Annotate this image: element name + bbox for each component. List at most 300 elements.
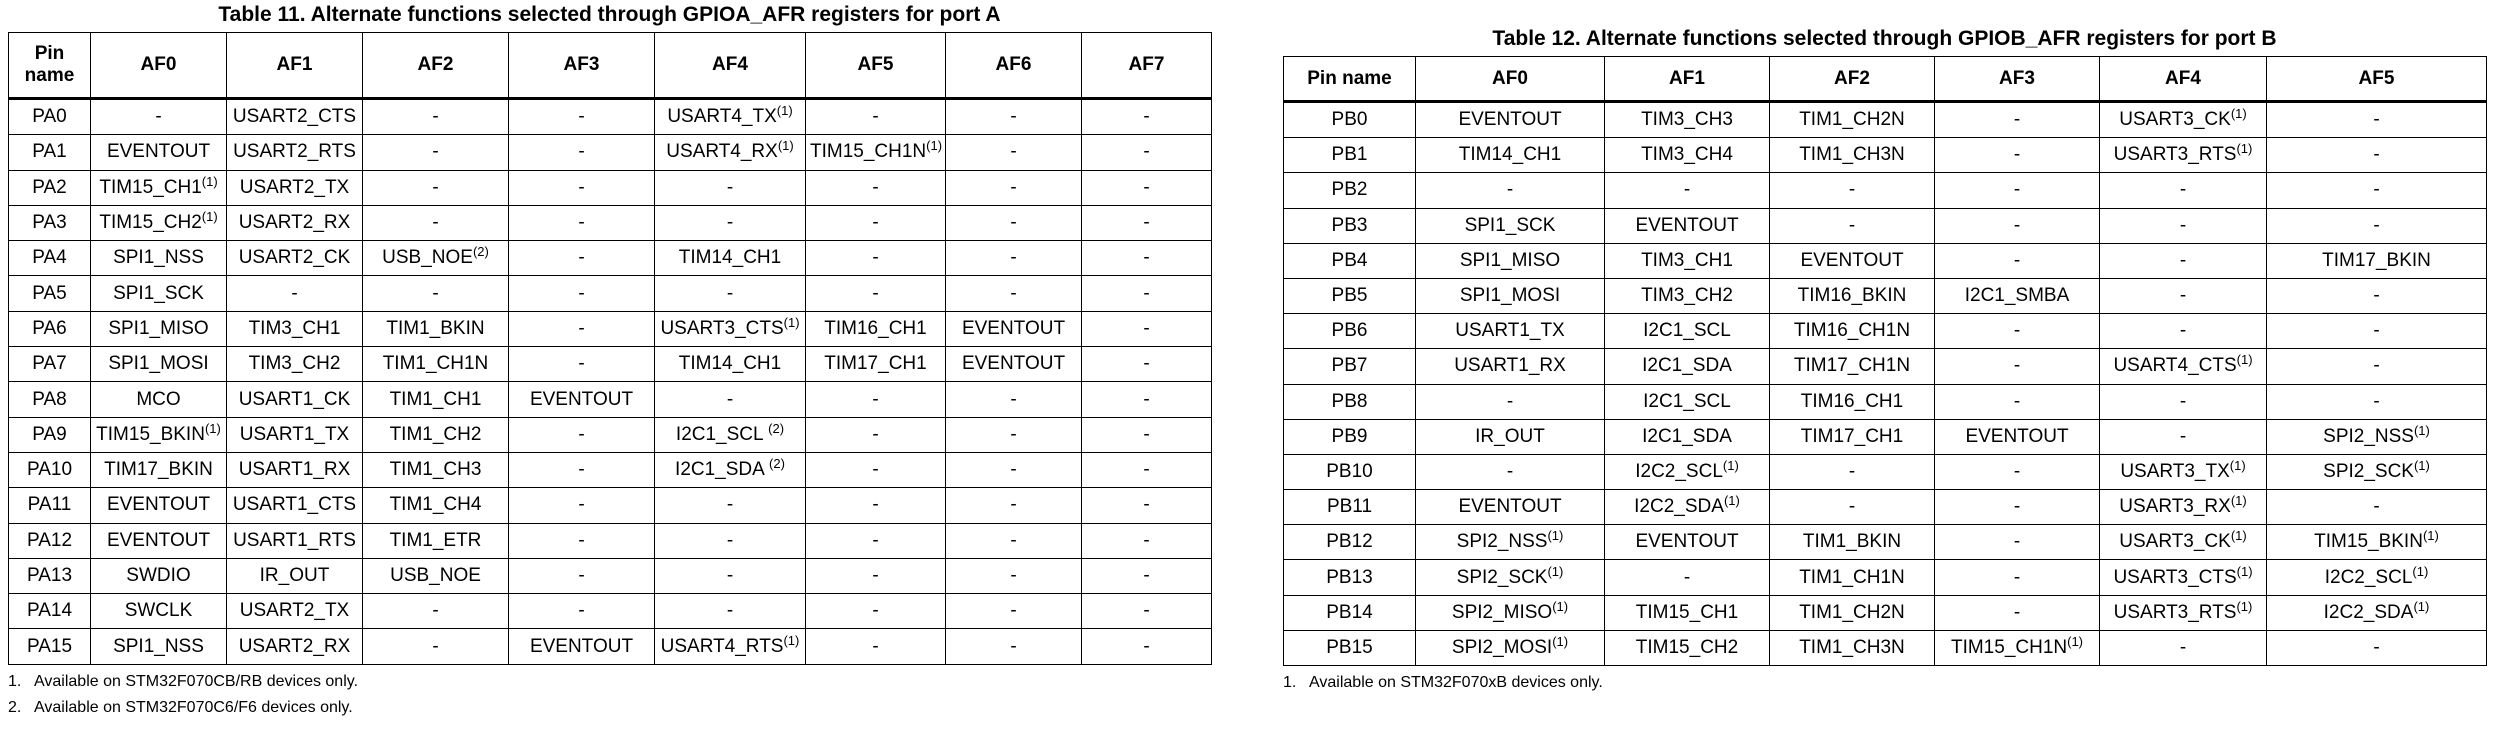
alternate-function-cell bbox=[946, 276, 1082, 311]
function-name: - bbox=[578, 353, 585, 375]
alternate-function-cell bbox=[363, 99, 509, 135]
alternate-function-cell bbox=[91, 135, 227, 170]
table-row bbox=[9, 629, 1212, 664]
alternate-function-cell bbox=[1935, 560, 2100, 595]
alternate-function-cell bbox=[91, 99, 227, 135]
alternate-function-cell bbox=[227, 347, 363, 382]
alternate-function-cell bbox=[1605, 314, 1770, 349]
alternate-function-cell bbox=[946, 205, 1082, 240]
alternate-function-cell bbox=[946, 488, 1082, 523]
function-name: - bbox=[2013, 531, 2021, 553]
alternate-function-cell bbox=[2100, 454, 2267, 489]
function-name: EVENTOUT bbox=[961, 317, 1066, 339]
alternate-function-cell bbox=[227, 523, 363, 558]
alternate-function-cell bbox=[1082, 629, 1212, 664]
table-row bbox=[9, 594, 1212, 629]
function-name: EVENTOUT bbox=[529, 635, 634, 657]
table-row bbox=[9, 523, 1212, 558]
function-name: - bbox=[1143, 494, 1150, 516]
footnote-ref: (1) bbox=[2413, 422, 2430, 438]
function-name: - bbox=[432, 635, 439, 657]
footnote-ref: (1) bbox=[783, 314, 800, 330]
table-row bbox=[1284, 384, 2487, 419]
footnote-ref: (1) bbox=[201, 173, 218, 189]
footnote-ref: (1) bbox=[777, 138, 794, 154]
function-name: EVENTOUT bbox=[1458, 496, 1562, 518]
pin-name-cell: PA15 bbox=[9, 629, 91, 664]
alternate-function-cell bbox=[2267, 560, 2487, 595]
table-row bbox=[9, 417, 1212, 452]
function-name: - bbox=[1683, 566, 1691, 588]
function-name: SPI1_MOSI bbox=[1459, 285, 1561, 307]
alternate-function-cell bbox=[1416, 138, 1605, 173]
function-name: - bbox=[726, 388, 734, 410]
function-name: I2C1_SCL bbox=[1643, 320, 1731, 342]
pin-name-cell: PA0 bbox=[9, 99, 91, 135]
pin-name-cell: PA7 bbox=[9, 347, 91, 382]
alternate-function-cell bbox=[2267, 384, 2487, 419]
function-name: - bbox=[578, 565, 585, 586]
function-name: - bbox=[2179, 285, 2187, 307]
footnote-ref: (1) bbox=[2236, 598, 2253, 614]
function-name: - bbox=[2373, 109, 2380, 131]
alternate-function-cell bbox=[946, 311, 1082, 346]
function-name: SWCLK bbox=[124, 600, 193, 622]
table-row bbox=[1284, 173, 2487, 208]
footnote-text: Available on STM32F070xB devices only. bbox=[1309, 674, 1603, 691]
alternate-function-cell bbox=[227, 488, 363, 523]
alternate-function-cell bbox=[2100, 243, 2267, 278]
function-name: - bbox=[578, 317, 585, 339]
function-name: - bbox=[2013, 390, 2021, 412]
function-name: TIM1_CH4 bbox=[389, 494, 482, 516]
alternate-function-cell bbox=[1935, 419, 2100, 454]
function-name: - bbox=[432, 141, 439, 163]
alternate-function-cell bbox=[363, 241, 509, 276]
alternate-function-cell bbox=[1605, 595, 1770, 630]
af-column-header: AF7 bbox=[1082, 33, 1212, 99]
function-name: - bbox=[578, 282, 585, 304]
alternate-function-cell bbox=[1935, 278, 2100, 313]
alternate-function-cell bbox=[1770, 490, 1935, 525]
alternate-function-cell bbox=[1935, 454, 2100, 489]
function-name: - bbox=[2373, 390, 2380, 412]
footnote-ref: (2) bbox=[472, 244, 489, 260]
footnote bbox=[1283, 670, 2486, 696]
function-name: - bbox=[2179, 249, 2187, 271]
function-name: - bbox=[726, 282, 734, 304]
function-name: TIM17_CH1 bbox=[1800, 425, 1904, 447]
function-name: - bbox=[872, 247, 879, 269]
alternate-function-cell bbox=[946, 347, 1082, 382]
alternate-function-cell bbox=[806, 205, 946, 240]
table-row bbox=[9, 311, 1212, 346]
alternate-function-cell bbox=[363, 629, 509, 664]
function-name: - bbox=[1143, 247, 1150, 269]
alternate-function-cell bbox=[2100, 595, 2267, 630]
function-name: - bbox=[1143, 106, 1150, 128]
footnote-text: Available on STM32F070CB/RB devices only. bbox=[34, 672, 359, 690]
alternate-function-cell bbox=[1416, 102, 1605, 138]
function-name: - bbox=[1143, 282, 1150, 304]
function-name: USART2_TX bbox=[239, 600, 350, 622]
function-name: - bbox=[1143, 635, 1150, 657]
alternate-function-cell bbox=[91, 452, 227, 487]
pin-name-cell: PA11 bbox=[9, 488, 91, 523]
alternate-function-cell bbox=[363, 311, 509, 346]
pin-name-cell: PA8 bbox=[9, 382, 91, 417]
alternate-function-cell bbox=[806, 452, 946, 487]
footnote-ref: (1) bbox=[1547, 528, 1564, 544]
alternate-function-cell bbox=[655, 99, 806, 135]
footnote-ref: (1) bbox=[783, 632, 800, 648]
function-name: USART3_CTS bbox=[660, 317, 784, 339]
alternate-function-cell bbox=[1082, 558, 1212, 593]
function-name: - bbox=[1848, 496, 1856, 518]
function-name: TIM1_CH1N bbox=[382, 353, 489, 375]
function-name: USART2_TX bbox=[239, 176, 350, 198]
alternate-function-cell bbox=[227, 382, 363, 417]
table-11-header-row bbox=[9, 33, 1212, 99]
alternate-function-cell bbox=[1082, 347, 1212, 382]
alternate-function-cell bbox=[806, 276, 946, 311]
alternate-function-cell bbox=[227, 276, 363, 311]
alternate-function-cell bbox=[655, 629, 806, 664]
alternate-function-cell bbox=[946, 241, 1082, 276]
function-name: - bbox=[578, 212, 585, 234]
pin-name-header: Pin name bbox=[1284, 57, 1416, 102]
pin-name-cell: PA4 bbox=[9, 241, 91, 276]
alternate-function-cell bbox=[1416, 560, 1605, 595]
function-name: - bbox=[872, 282, 879, 304]
function-name: SPI1_NSS bbox=[113, 635, 204, 657]
table-row bbox=[9, 382, 1212, 417]
function-name: TIM1_BKIN bbox=[1802, 531, 1902, 553]
alternate-function-cell bbox=[806, 594, 946, 629]
function-name: TIM16_BKIN bbox=[1797, 285, 1907, 307]
af-column-header: AF6 bbox=[946, 33, 1082, 99]
function-name: - bbox=[726, 529, 734, 551]
alternate-function-cell bbox=[946, 452, 1082, 487]
alternate-function-cell bbox=[2100, 560, 2267, 595]
function-name: SPI1_MOSI bbox=[108, 353, 209, 375]
function-name: TIM1_CH3N bbox=[1799, 636, 1905, 658]
function-name: TIM15_CH1N bbox=[1950, 636, 2068, 658]
function-name: TIM3_CH2 bbox=[1641, 285, 1733, 307]
function-name: - bbox=[1010, 106, 1017, 128]
alternate-function-cell bbox=[1935, 630, 2100, 665]
alternate-function-cell bbox=[363, 205, 509, 240]
pin-name-cell: PA14 bbox=[9, 594, 91, 629]
footnote-number: 1. bbox=[1283, 674, 1297, 691]
alternate-function-cell bbox=[946, 594, 1082, 629]
alternate-function-cell bbox=[2267, 349, 2487, 384]
footnote-ref: (1) bbox=[1723, 493, 1740, 509]
alternate-function-cell bbox=[227, 558, 363, 593]
function-name: - bbox=[872, 635, 879, 657]
table-row bbox=[1284, 102, 2487, 138]
alternate-function-cell bbox=[1416, 630, 1605, 665]
table-11 bbox=[8, 32, 1212, 665]
function-name: - bbox=[872, 565, 879, 586]
footnote-ref: (1) bbox=[2236, 352, 2253, 368]
pin-name-cell: PB14 bbox=[1284, 595, 1416, 630]
alternate-function-cell bbox=[806, 241, 946, 276]
alternate-function-cell bbox=[1605, 454, 1770, 489]
function-name: - bbox=[1143, 459, 1150, 481]
alternate-function-cell bbox=[806, 488, 946, 523]
alternate-function-cell bbox=[91, 241, 227, 276]
pin-name-cell: PA5 bbox=[9, 276, 91, 311]
af-column-header: AF5 bbox=[806, 33, 946, 99]
alternate-function-cell bbox=[91, 629, 227, 664]
af-column-header: AF4 bbox=[2100, 57, 2267, 102]
function-name: - bbox=[1010, 565, 1017, 586]
alternate-function-cell bbox=[655, 523, 806, 558]
pin-name-cell: PA6 bbox=[9, 311, 91, 346]
function-name: - bbox=[578, 106, 585, 128]
footnote-ref: (1) bbox=[2230, 106, 2247, 122]
function-name: TIM15_CH1 bbox=[1635, 601, 1739, 623]
function-name: SPI2_MOSI bbox=[1451, 636, 1553, 658]
function-name: - bbox=[578, 600, 585, 622]
pin-name-cell: PB4 bbox=[1284, 243, 1416, 278]
alternate-function-cell bbox=[1935, 595, 2100, 630]
function-name: - bbox=[2373, 214, 2380, 236]
alternate-function-cell bbox=[655, 452, 806, 487]
function-name: I2C1_SCL bbox=[1643, 390, 1731, 412]
table-row bbox=[1284, 278, 2487, 313]
function-name: - bbox=[2013, 214, 2021, 236]
alternate-function-cell bbox=[91, 170, 227, 205]
function-name: - bbox=[1143, 600, 1150, 622]
function-name: - bbox=[726, 176, 734, 198]
function-name: USART1_CTS bbox=[232, 494, 357, 516]
function-name: - bbox=[726, 600, 734, 622]
function-name: - bbox=[432, 600, 439, 622]
function-name: - bbox=[2373, 285, 2380, 307]
function-name: - bbox=[1010, 212, 1017, 234]
pin-name-cell: PB15 bbox=[1284, 630, 1416, 665]
function-name: TIM16_CH1N bbox=[1793, 320, 1911, 342]
alternate-function-cell bbox=[509, 523, 655, 558]
alternate-function-cell bbox=[655, 488, 806, 523]
alternate-function-cell bbox=[946, 629, 1082, 664]
function-name: I2C1_SCL bbox=[675, 423, 769, 445]
function-name: TIM14_CH1 bbox=[678, 353, 782, 375]
function-name: TIM15_BKIN bbox=[96, 423, 205, 445]
alternate-function-cell bbox=[1082, 241, 1212, 276]
table-row bbox=[9, 488, 1212, 523]
function-name: TIM15_CH2 bbox=[99, 212, 202, 234]
alternate-function-cell bbox=[1605, 208, 1770, 243]
function-name: SWDIO bbox=[126, 565, 191, 586]
table-row bbox=[1284, 208, 2487, 243]
alternate-function-cell bbox=[2100, 419, 2267, 454]
function-name: - bbox=[1143, 565, 1150, 586]
function-name: USART1_TX bbox=[239, 423, 350, 445]
alternate-function-cell bbox=[1082, 417, 1212, 452]
alternate-function-cell bbox=[2267, 314, 2487, 349]
alternate-function-cell bbox=[227, 311, 363, 346]
alternate-function-cell bbox=[91, 276, 227, 311]
alternate-function-cell bbox=[509, 382, 655, 417]
function-name: TIM1_BKIN bbox=[386, 317, 485, 339]
function-name: USART1_TX bbox=[1455, 320, 1565, 342]
alternate-function-cell bbox=[1082, 382, 1212, 417]
alternate-function-cell bbox=[363, 523, 509, 558]
alternate-function-cell bbox=[227, 629, 363, 664]
function-name: USART3_CTS bbox=[2113, 566, 2237, 588]
function-name: - bbox=[726, 565, 734, 586]
function-name: TIM17_BKIN bbox=[2322, 249, 2431, 271]
alternate-function-cell bbox=[946, 382, 1082, 417]
pin-name-header: Pin name bbox=[9, 33, 91, 99]
pin-name-cell: PB13 bbox=[1284, 560, 1416, 595]
alternate-function-cell bbox=[946, 523, 1082, 558]
function-name: - bbox=[1848, 214, 1856, 236]
function-name: - bbox=[1506, 460, 1514, 482]
function-name: - bbox=[2013, 249, 2021, 271]
alternate-function-cell bbox=[509, 241, 655, 276]
function-name: - bbox=[1143, 141, 1150, 163]
function-name: IR_OUT bbox=[1475, 425, 1545, 447]
table-11-caption: Table 11. Alternate functions selected through GPIOA_AFR registers for port A bbox=[218, 3, 1001, 26]
alternate-function-cell bbox=[1770, 349, 1935, 384]
function-name: TIM1_CH2N bbox=[1799, 601, 1905, 623]
function-name: I2C1_SDA bbox=[675, 459, 770, 481]
footnote-ref: (1) bbox=[1722, 457, 1739, 473]
function-name: - bbox=[2179, 320, 2187, 342]
alternate-function-cell bbox=[1770, 138, 1935, 173]
table-row bbox=[9, 558, 1212, 593]
function-name: USART2_CK bbox=[238, 247, 351, 269]
function-name: EVENTOUT bbox=[1635, 531, 1739, 553]
function-name: - bbox=[1143, 529, 1150, 551]
alternate-function-cell bbox=[1605, 243, 1770, 278]
af-column-header: AF4 bbox=[655, 33, 806, 99]
footnote-ref: (1) bbox=[2412, 563, 2429, 579]
function-name: - bbox=[2373, 496, 2380, 518]
function-name: - bbox=[2373, 355, 2380, 377]
function-name: EVENTOUT bbox=[961, 353, 1066, 375]
pin-name-cell: PA10 bbox=[9, 452, 91, 487]
function-name: - bbox=[2013, 179, 2021, 201]
alternate-function-cell bbox=[1935, 102, 2100, 138]
alternate-function-cell bbox=[227, 594, 363, 629]
function-name: USART1_CK bbox=[238, 388, 351, 410]
alternate-function-cell bbox=[509, 276, 655, 311]
alternate-function-cell bbox=[363, 417, 509, 452]
function-name: USB_NOE bbox=[390, 565, 481, 586]
footnote-ref: (1) bbox=[2067, 633, 2084, 649]
function-name: I2C1_SDA bbox=[1642, 425, 1732, 447]
alternate-function-cell bbox=[509, 135, 655, 170]
function-name: EVENTOUT bbox=[106, 529, 211, 551]
function-name: - bbox=[872, 212, 879, 234]
function-name: USART1_RX bbox=[1454, 355, 1566, 377]
table-12-container bbox=[1283, 24, 2486, 696]
alternate-function-cell bbox=[363, 135, 509, 170]
function-name: - bbox=[1143, 388, 1150, 410]
alternate-function-cell bbox=[2267, 419, 2487, 454]
alternate-function-cell bbox=[91, 311, 227, 346]
function-name: - bbox=[578, 176, 585, 198]
function-name: TIM3_CH3 bbox=[1641, 109, 1733, 131]
function-name: - bbox=[2013, 496, 2021, 518]
alternate-function-cell bbox=[91, 417, 227, 452]
function-name: IR_OUT bbox=[259, 565, 330, 586]
function-name: USART4_CTS bbox=[2113, 355, 2237, 377]
pin-name-cell: PA13 bbox=[9, 558, 91, 593]
alternate-function-cell bbox=[227, 241, 363, 276]
alternate-function-cell bbox=[227, 135, 363, 170]
alternate-function-cell bbox=[1082, 523, 1212, 558]
alternate-function-cell bbox=[1935, 314, 2100, 349]
function-name: TIM1_CH3 bbox=[389, 459, 482, 481]
function-name: - bbox=[2013, 566, 2021, 588]
function-name: - bbox=[155, 106, 162, 128]
alternate-function-cell bbox=[1770, 384, 1935, 419]
alternate-function-cell bbox=[91, 594, 227, 629]
alternate-function-cell bbox=[2267, 278, 2487, 313]
alternate-function-cell bbox=[2267, 454, 2487, 489]
function-name: - bbox=[1010, 247, 1017, 269]
function-name: MCO bbox=[136, 388, 181, 410]
function-name: SPI1_SCK bbox=[113, 282, 204, 304]
alternate-function-cell bbox=[2267, 525, 2487, 560]
alternate-function-cell bbox=[509, 417, 655, 452]
function-name: - bbox=[1848, 460, 1856, 482]
alternate-function-cell bbox=[363, 594, 509, 629]
pin-name-cell: PB0 bbox=[1284, 102, 1416, 138]
alternate-function-cell bbox=[2267, 243, 2487, 278]
function-name: USART3_RTS bbox=[2113, 601, 2237, 623]
table-row bbox=[9, 99, 1212, 135]
pin-name-cell: PB10 bbox=[1284, 454, 1416, 489]
alternate-function-cell bbox=[946, 417, 1082, 452]
alternate-function-cell bbox=[1416, 490, 1605, 525]
alternate-function-cell bbox=[1416, 208, 1605, 243]
function-name: - bbox=[2373, 636, 2380, 658]
alternate-function-cell bbox=[91, 382, 227, 417]
function-name: - bbox=[432, 176, 439, 198]
function-name: SPI1_SCK bbox=[1464, 214, 1556, 236]
function-name: EVENTOUT bbox=[106, 494, 211, 516]
alternate-function-cell bbox=[1935, 490, 2100, 525]
alternate-function-cell bbox=[1416, 278, 1605, 313]
table-row bbox=[9, 241, 1212, 276]
function-name: TIM16_CH1 bbox=[824, 317, 927, 339]
alternate-function-cell bbox=[1605, 384, 1770, 419]
function-name: EVENTOUT bbox=[1800, 249, 1904, 271]
function-name: USART2_RTS bbox=[233, 141, 356, 163]
af-column-header: AF0 bbox=[91, 33, 227, 99]
function-name: - bbox=[1010, 600, 1017, 622]
table-row bbox=[1284, 349, 2487, 384]
function-name: TIM16_CH1 bbox=[1800, 390, 1904, 412]
alternate-function-cell bbox=[1770, 560, 1935, 595]
footnote-ref: (1) bbox=[776, 103, 793, 119]
footnote-number: 2. bbox=[8, 698, 22, 716]
alternate-function-cell bbox=[363, 452, 509, 487]
function-name: SPI2_SCK bbox=[2323, 460, 2414, 482]
alternate-function-cell bbox=[1605, 349, 1770, 384]
alternate-function-cell bbox=[509, 347, 655, 382]
function-name: - bbox=[872, 529, 879, 551]
pin-name-cell: PB5 bbox=[1284, 278, 1416, 313]
function-name: I2C2_SDA bbox=[1634, 496, 1724, 518]
